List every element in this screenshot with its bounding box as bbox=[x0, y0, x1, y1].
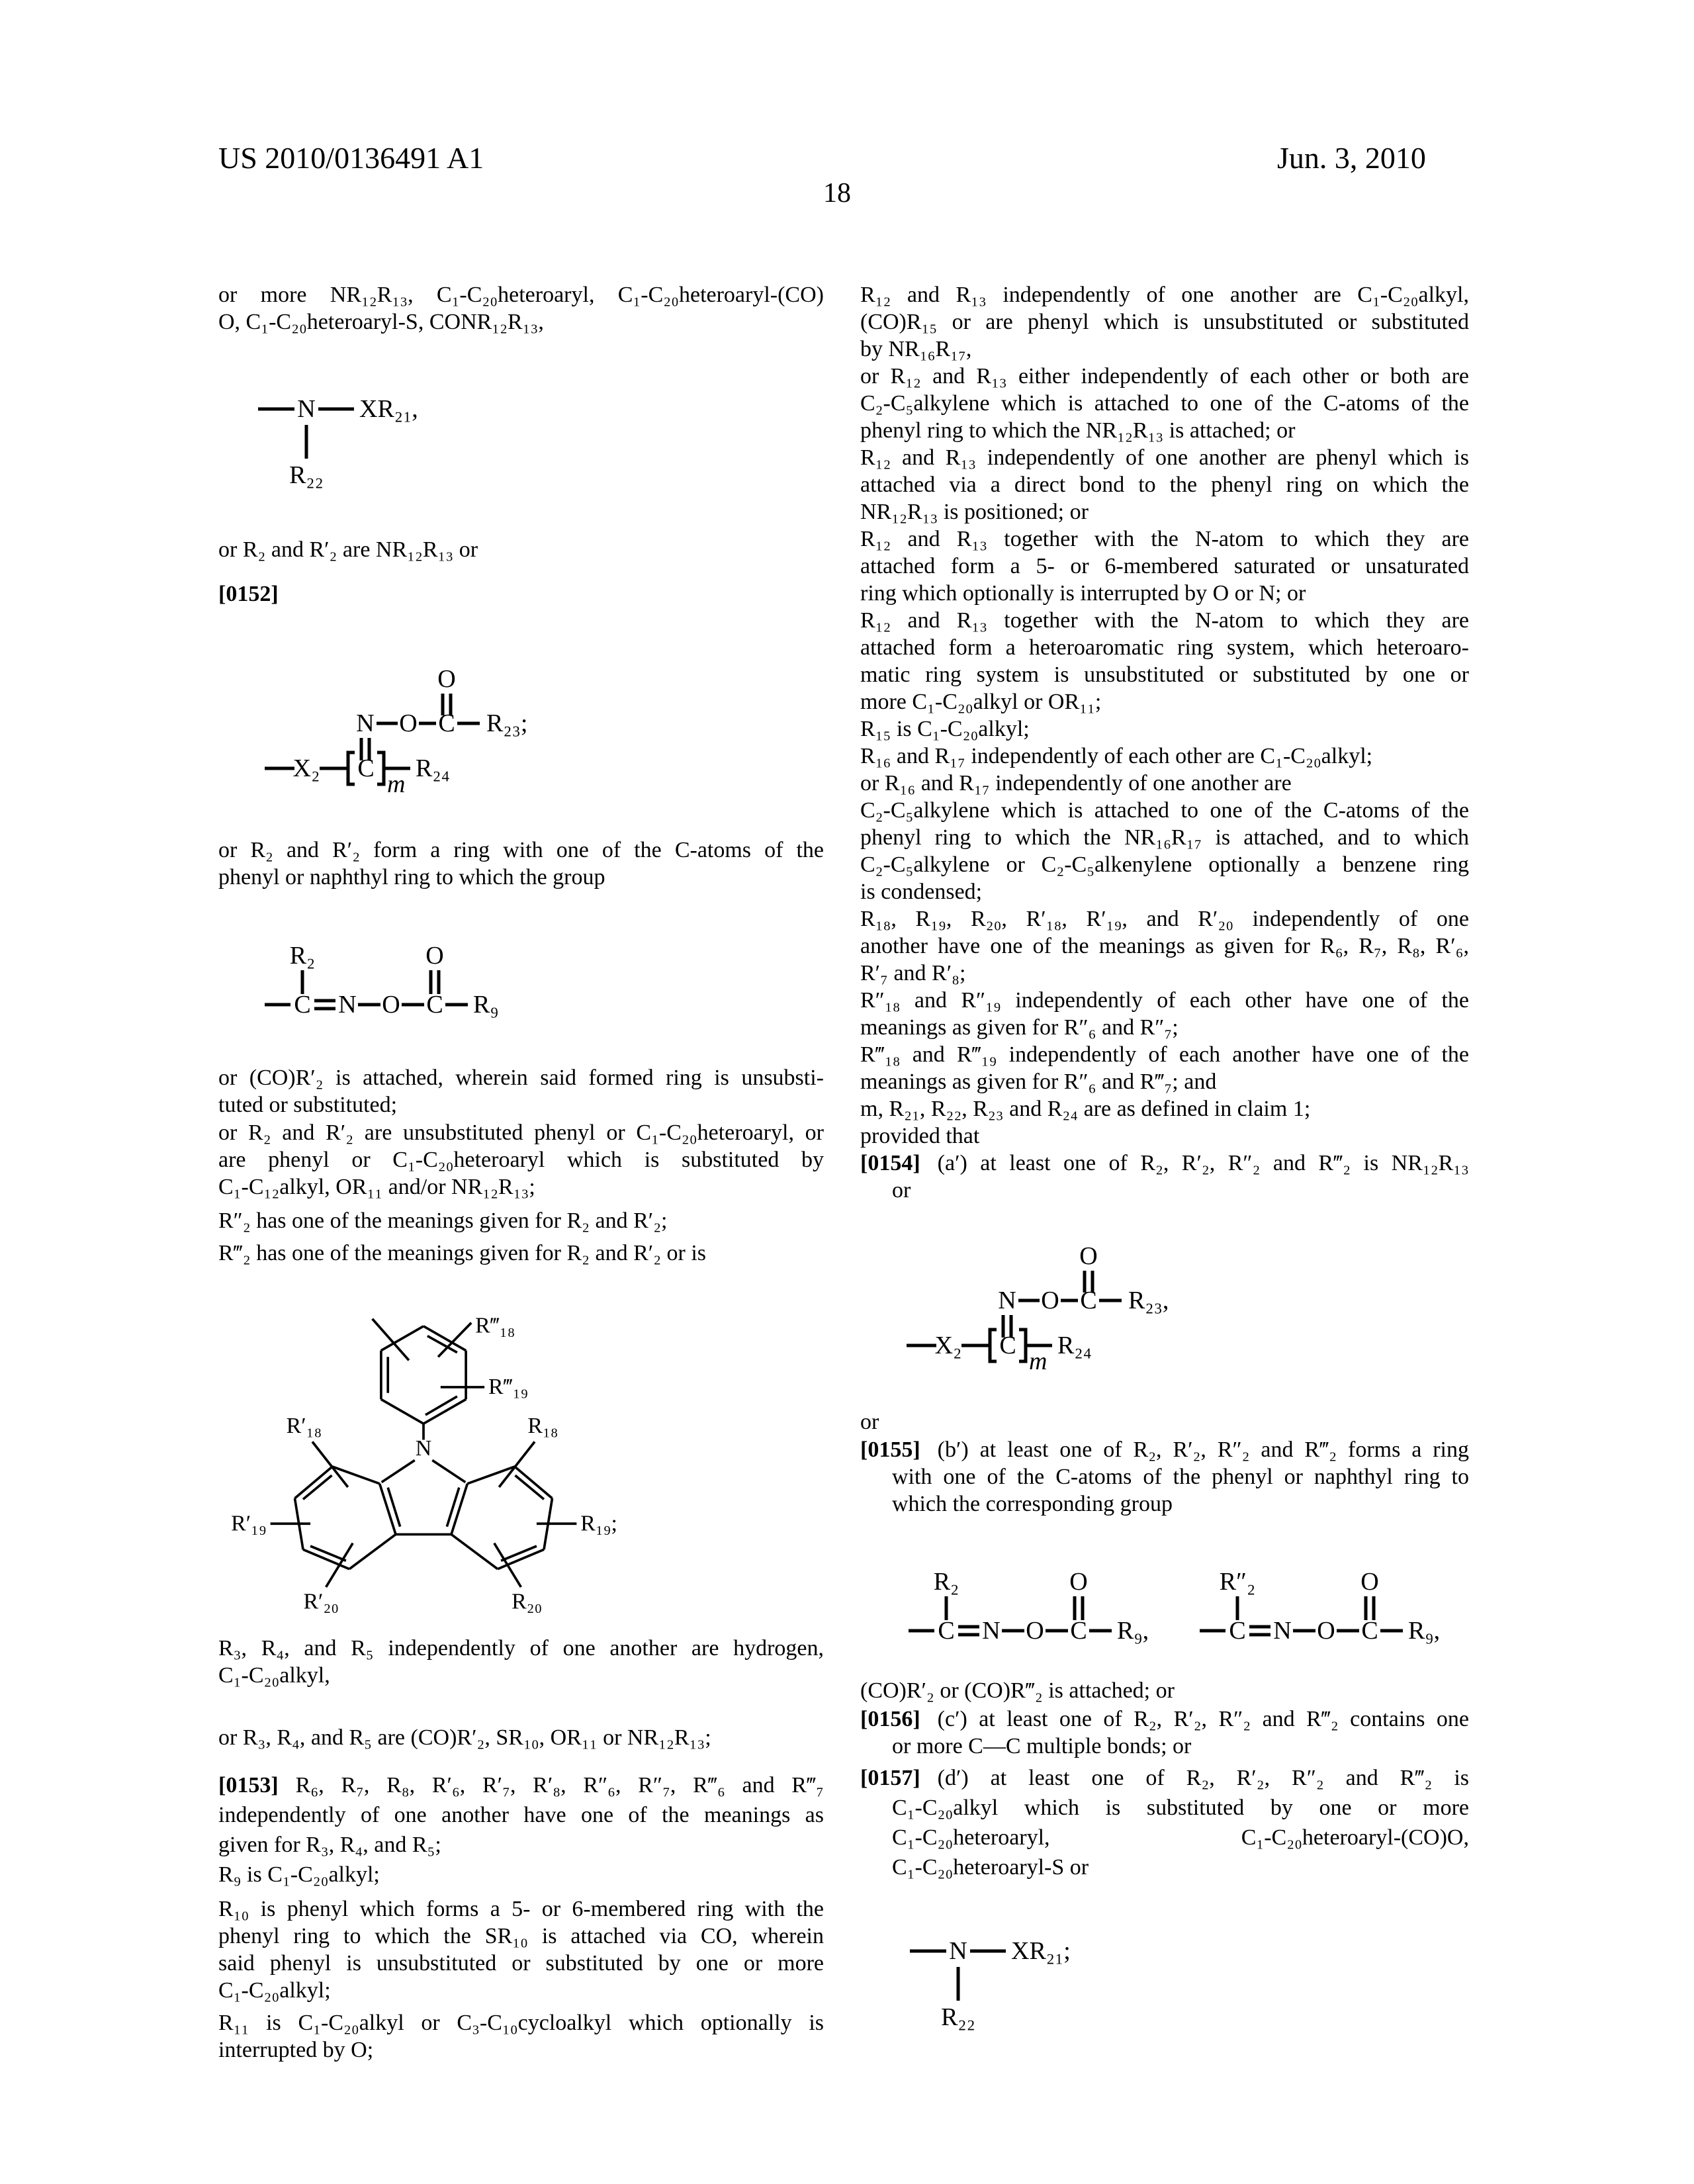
substituent-label: R′₁₈ bbox=[286, 1414, 322, 1439]
paragraph-number: [0156] bbox=[860, 1707, 920, 1731]
text-segment: R₆, R₇, R₈, R′₆, R′₇, R′₈, R″₆, R″₇, R‴₆ and R‴₇ bbox=[295, 1773, 824, 1797]
text-segment: NR₁₂R₁₃ is positioned; or bbox=[860, 500, 1089, 524]
text-segment: C₂-C₅alkylene which is attached to one of the C-atoms of the bbox=[860, 798, 1469, 823]
text-line bbox=[860, 987, 1469, 1014]
text-line bbox=[860, 743, 1469, 770]
text-line bbox=[860, 1793, 1469, 1823]
text-segment: O, C₁-C₂₀heteroaryl-S, CONR₁₂R₁₃, bbox=[218, 310, 544, 334]
text-line bbox=[218, 1977, 824, 2004]
atom-label: O bbox=[437, 665, 456, 693]
substituent-label: R‴₁₉ bbox=[488, 1375, 529, 1400]
text-segment: (CO)R₁₅ or are phenyl which is unsubstituted or substituted bbox=[860, 310, 1469, 334]
text-segment: m, R₂₁, R₂₂, R₂₃ and R₂₄ are as defined in claim 1; bbox=[860, 1097, 1311, 1121]
substituent-label: R‴₁₈ bbox=[475, 1313, 515, 1338]
paragraph bbox=[218, 536, 824, 563]
text-line bbox=[860, 580, 1469, 607]
text-line bbox=[218, 1923, 824, 1950]
paragraph-tag bbox=[218, 580, 824, 608]
text-line bbox=[218, 2009, 824, 2036]
text-line bbox=[860, 1463, 1469, 1490]
text-line bbox=[860, 1068, 1469, 1095]
text-line bbox=[218, 1770, 824, 1800]
text-segment: are phenyl or C₁-C₂₀heteroaryl which is substituted by bbox=[218, 1148, 824, 1172]
text-line bbox=[860, 1408, 1469, 1435]
text-segment: or R₂ and R′₂ are unsubstituted phenyl or C₁-C₂₀heteroaryl, or bbox=[218, 1120, 824, 1145]
text-line bbox=[860, 878, 1469, 905]
text-line bbox=[860, 471, 1469, 498]
chemical-structure-acyl-oxime-right-1 bbox=[905, 1565, 1190, 1680]
text-line bbox=[860, 1852, 1469, 1882]
text-line bbox=[860, 1490, 1469, 1518]
text-line bbox=[218, 1950, 824, 1977]
atom-label: O bbox=[1069, 1568, 1088, 1596]
atom-label: O bbox=[382, 991, 400, 1019]
text-line bbox=[218, 281, 824, 308]
text-segment: which the corresponding group bbox=[892, 1492, 1173, 1516]
paragraph bbox=[860, 1436, 1469, 1518]
atom-label: N bbox=[297, 395, 316, 423]
atom-label: O bbox=[1026, 1617, 1044, 1645]
header-date: Jun. 3, 2010 bbox=[1277, 141, 1426, 175]
text-line bbox=[860, 1733, 1469, 1760]
text-segment: R₁₂ and R₁₃ together with the N-atom to which they are bbox=[860, 608, 1469, 633]
text-segment: (CO)R′₂ or (CO)R‴₂ is attached; or bbox=[860, 1678, 1175, 1703]
text-segment: (c′) at least one of R₂, R′₂, R″₂ and R‴₂ contains one bbox=[937, 1707, 1469, 1731]
atom-label: O bbox=[1360, 1568, 1379, 1596]
paragraph bbox=[860, 1706, 1469, 1760]
text-line bbox=[860, 1706, 1469, 1733]
text-line bbox=[218, 1207, 824, 1234]
paragraph bbox=[218, 1861, 824, 1888]
atom-label: R₉, bbox=[1408, 1617, 1441, 1645]
atom-label: R₂₃, bbox=[1128, 1287, 1169, 1314]
paragraph-number: [0154] bbox=[860, 1151, 920, 1175]
text-segment: or R₁₂ and R₁₃ either independently of each other or both are bbox=[860, 364, 1469, 388]
substituent-label: R₁₈ bbox=[527, 1414, 558, 1439]
text-line bbox=[860, 363, 1469, 390]
paragraph bbox=[218, 1724, 824, 1751]
text-line bbox=[860, 824, 1469, 851]
atom-label: XR₂₁, bbox=[359, 395, 418, 423]
text-line bbox=[218, 1119, 824, 1146]
text-line bbox=[218, 1800, 824, 1830]
paragraph-number: [0153] bbox=[218, 1773, 279, 1797]
substituent-label: R′₂₀ bbox=[303, 1589, 339, 1614]
text-segment: R₃, R₄, and R₅ independently of one another are hydrogen, bbox=[218, 1636, 824, 1661]
text-line bbox=[218, 1091, 824, 1118]
paragraph bbox=[860, 1408, 1469, 1435]
text-line bbox=[860, 1041, 1469, 1068]
text-segment: C₁-C₂₀heteroaryl, bbox=[892, 1825, 1050, 1850]
atom-label: R″₂ bbox=[1219, 1568, 1256, 1596]
text-line bbox=[860, 390, 1469, 417]
text-segment: C₁-C₂₀alkyl which is substituted by one or more bbox=[892, 1796, 1469, 1820]
text-segment: R₁₅ is C₁-C₂₀alkyl; bbox=[860, 717, 1030, 741]
text-segment: phenyl ring to which the SR₁₀ is attached via CO, wherein bbox=[218, 1924, 824, 1948]
paragraph bbox=[218, 1635, 824, 1689]
text-line bbox=[860, 1677, 1469, 1704]
text-line bbox=[218, 837, 824, 864]
text-segment: meanings as given for R″₆ and R″₇; bbox=[860, 1015, 1179, 1040]
atom-label: O bbox=[1317, 1617, 1335, 1645]
text-segment: R₁₂ and R₁₃ independently of one another are C₁-C₂₀alkyl, bbox=[860, 283, 1469, 307]
text-line bbox=[218, 1861, 824, 1888]
text-line bbox=[218, 1662, 824, 1689]
atom-label: C bbox=[426, 991, 443, 1019]
text-segment: or R₂ and R′₂ form a ring with one of the C-atoms of the bbox=[218, 838, 824, 862]
text-line bbox=[218, 536, 824, 563]
atom-label: XR₂₁; bbox=[1011, 1937, 1071, 1965]
text-segment: R₁₀ is phenyl which forms a 5- or 6-membered ring with the bbox=[218, 1897, 824, 1921]
atom-label: N bbox=[356, 709, 375, 737]
text-line bbox=[218, 864, 824, 891]
chemical-structure-carbazole bbox=[231, 1313, 617, 1621]
text-segment: or bbox=[892, 1178, 911, 1203]
atom-label: R₂₂ bbox=[289, 461, 324, 489]
paragraph-number: [0157] bbox=[860, 1766, 920, 1790]
atom-label: C bbox=[438, 709, 455, 737]
substituent-label: R′₁₉ bbox=[231, 1511, 267, 1536]
text-segment: phenyl ring to which the NR₁₆R₁₇ is attached, and to which bbox=[860, 825, 1469, 850]
text-segment: or (CO)R′₂ is attached, wherein said formed ring is unsubsti- bbox=[218, 1066, 824, 1090]
paragraph bbox=[218, 1207, 824, 1234]
atom-label: O bbox=[1079, 1242, 1098, 1270]
text-line bbox=[860, 661, 1469, 688]
text-segment: attached form a 5- or 6-membered saturated or unsaturated bbox=[860, 554, 1469, 578]
text-line bbox=[860, 851, 1469, 878]
paragraph bbox=[218, 1119, 824, 1201]
text-line bbox=[860, 1177, 1469, 1204]
text-line bbox=[860, 770, 1469, 797]
paragraph bbox=[218, 1895, 824, 2004]
text-line bbox=[860, 960, 1469, 987]
atom-label: N bbox=[949, 1937, 967, 1965]
text-line bbox=[860, 525, 1469, 553]
paragraph bbox=[218, 1770, 824, 1860]
atom-label: N bbox=[1273, 1617, 1292, 1645]
paragraph bbox=[860, 1763, 1469, 1882]
text-line bbox=[860, 1823, 1469, 1852]
text-segment: or more C—C multiple bonds; or bbox=[892, 1734, 1192, 1758]
text-line bbox=[860, 308, 1469, 336]
text-line bbox=[860, 1095, 1469, 1122]
text-line bbox=[218, 1830, 824, 1860]
text-line bbox=[860, 688, 1469, 715]
text-segment: C₂-C₅alkylene or C₂-C₅alkenylene optionally a benzene ring bbox=[860, 852, 1469, 877]
chemical-structure-amine-right bbox=[907, 1929, 1125, 2035]
atom-label: R₂₃; bbox=[486, 709, 528, 737]
text-segment: R″₂ has one of the meanings given for R₂ and R′₂; bbox=[218, 1208, 668, 1233]
text-segment: (b′) at least one of R₂, R′₂, R″₂ and R‴₂ forms a ring bbox=[937, 1437, 1469, 1462]
text-segment: by NR₁₆R₁₇, bbox=[860, 337, 972, 361]
text-line bbox=[860, 1763, 1469, 1793]
text-segment: R₁₆ and R₁₇ independently of each other are C₁-C₂₀alkyl; bbox=[860, 744, 1373, 768]
paragraph bbox=[218, 1064, 824, 1118]
atom-label: X₂ bbox=[934, 1332, 962, 1359]
text-segment: phenyl or naphthyl ring to which the group bbox=[218, 865, 605, 889]
text-line bbox=[860, 933, 1469, 960]
subscript-m: m bbox=[1029, 1347, 1048, 1375]
text-segment: (a′) at least one of R₂, R′₂, R″₂ and R‴₂ is NR₁₂R₁₃ bbox=[937, 1151, 1469, 1175]
text-segment: given for R₃, R₄, and R₅; bbox=[218, 1833, 441, 1857]
text-segment: is condensed; bbox=[860, 880, 983, 904]
text-segment: R′₇ and R′₈; bbox=[860, 961, 966, 985]
text-line bbox=[218, 1724, 824, 1751]
atom-label: N bbox=[982, 1617, 1001, 1645]
paragraph bbox=[218, 837, 824, 891]
text-line bbox=[860, 444, 1469, 471]
page-number: 18 bbox=[823, 178, 851, 208]
chemical-structure-amine-left bbox=[255, 387, 473, 493]
paragraph bbox=[218, 2009, 824, 2064]
text-line bbox=[218, 1635, 824, 1662]
atom-label: C bbox=[294, 991, 311, 1019]
text-segment: (d′) at least one of R₂, R′₂, R″₂ and R‴₂ is bbox=[937, 1766, 1469, 1790]
text-segment: interrupted by O; bbox=[218, 2038, 374, 2062]
chemical-structure-oxime-ester-left bbox=[261, 657, 579, 796]
atom-label: O bbox=[399, 709, 418, 737]
text-line bbox=[860, 607, 1469, 634]
text-segment: ring which optionally is interrupted by O or N; or bbox=[860, 581, 1306, 606]
text-segment: meanings as given for R″₆ and R‴₇; and bbox=[860, 1069, 1217, 1094]
atom-label: R₉, bbox=[1117, 1617, 1149, 1645]
text-segment: R‴₁₈ and R‴₁₉ independently of each another have one of the bbox=[860, 1042, 1469, 1067]
text-line bbox=[860, 1436, 1469, 1463]
text-segment: or R₂ and R′₂ are NR₁₂R₁₃ or bbox=[218, 537, 478, 562]
patent-number: US 2010/0136491 A1 bbox=[218, 141, 484, 175]
atom-label: C bbox=[1070, 1617, 1087, 1645]
text-segment: or bbox=[860, 1410, 879, 1434]
text-segment: R″₁₈ and R″₁₉ independently of each other have one of the bbox=[860, 988, 1469, 1013]
text-segment: R₁₈, R₁₉, R₂₀, R′₁₈, R′₁₉, and R′₂₀ independently of one bbox=[860, 907, 1469, 931]
text-line bbox=[860, 1014, 1469, 1041]
text-segment: tuted or substituted; bbox=[218, 1093, 398, 1117]
atom-label: C bbox=[999, 1332, 1016, 1359]
atom-label: O bbox=[1041, 1287, 1059, 1314]
atom-label: R₉ bbox=[473, 991, 499, 1019]
text-line bbox=[860, 553, 1469, 580]
text-segment: provided that bbox=[860, 1124, 980, 1148]
text-segment: C₁-C₁₂alkyl, OR₁₁ and/or NR₁₂R₁₃; bbox=[218, 1175, 535, 1199]
text-line bbox=[860, 498, 1469, 525]
text-segment: C₁-C₂₀alkyl, bbox=[218, 1663, 330, 1688]
text-segment: R₁₁ is C₁-C₂₀alkyl or C₃-C₁₀cycloalkyl which optionally is bbox=[218, 2011, 824, 2035]
text-line bbox=[218, 1173, 824, 1201]
text-segment: phenyl ring to which the NR₁₂R₁₃ is attached; or bbox=[860, 418, 1296, 443]
text-segment: attached via a direct bond to the phenyl ring on which the bbox=[860, 473, 1469, 497]
text-line bbox=[218, 1146, 824, 1173]
chemical-structure-acyl-oxime-right-2 bbox=[1196, 1565, 1481, 1680]
paragraph bbox=[860, 1677, 1469, 1704]
paragraph bbox=[218, 281, 824, 336]
text-segment: R₁₂ and R₁₃ independently of one another are phenyl which is bbox=[860, 445, 1469, 470]
text-line bbox=[860, 715, 1469, 743]
atom-label: C bbox=[1080, 1287, 1097, 1314]
text-line bbox=[218, 1895, 824, 1923]
atom-label: N bbox=[338, 991, 357, 1019]
text-segment: R‴₂ has one of the meanings given for R₂ and R′₂ or is bbox=[218, 1241, 707, 1265]
text-segment: C₁-C₂₀heteroaryl-S or bbox=[892, 1855, 1089, 1880]
atom-label: C bbox=[357, 754, 375, 782]
text-segment: or R₁₆ and R₁₇ independently of one another are bbox=[860, 771, 1292, 796]
chemical-structure-acyl-oxime-left bbox=[261, 938, 546, 1054]
atom-label: N bbox=[415, 1436, 432, 1461]
text-segment: C₂-C₅alkylene which is attached to one of the C-atoms of the bbox=[860, 391, 1469, 416]
text-segment: C₁-C₂₀alkyl; bbox=[218, 1978, 331, 2003]
text-segment: attached form a heteroaromatic ring system, which heteroaro- bbox=[860, 635, 1469, 660]
text-segment: R₁₂ and R₁₃ together with the N-atom to which they are bbox=[860, 527, 1469, 551]
text-segment: with one of the C-atoms of the phenyl or naphthyl ring to bbox=[892, 1465, 1469, 1489]
text-segment: or more NR₁₂R₁₃, C₁-C₂₀heteroaryl, C₁-C₂₀heteroaryl-(CO) bbox=[218, 283, 824, 307]
text-segment: independently of one another have one of the meanings as bbox=[218, 1803, 824, 1827]
text-line bbox=[218, 1064, 824, 1091]
substituent-label: R₁₉; bbox=[580, 1511, 617, 1536]
paragraph-number: [0152] bbox=[218, 582, 279, 606]
text-line bbox=[218, 1240, 824, 1267]
text-segment: matic ring system is unsubstituted or substituted by one or bbox=[860, 662, 1469, 687]
text-line bbox=[860, 1150, 1469, 1177]
text-line bbox=[860, 336, 1469, 363]
paragraph bbox=[860, 281, 1469, 1204]
text-segment: C₁-C₂₀heteroaryl-(CO)O, bbox=[1241, 1825, 1469, 1850]
text-line bbox=[218, 308, 824, 336]
text-line bbox=[860, 1122, 1469, 1150]
atom-label: R₂₄ bbox=[1057, 1332, 1092, 1359]
atom-label: N bbox=[998, 1287, 1016, 1314]
atom-label: R₂ bbox=[933, 1568, 959, 1596]
atom-label: C bbox=[1229, 1617, 1246, 1645]
text-line bbox=[218, 580, 824, 608]
atom-label: R₂₄ bbox=[416, 754, 450, 782]
text-line bbox=[860, 634, 1469, 661]
atom-label: R₂₂ bbox=[941, 2003, 975, 2031]
text-segment: said phenyl is unsubstituted or substituted by one or more bbox=[218, 1951, 824, 1976]
chemical-structure-oxime-ester-right bbox=[903, 1234, 1221, 1373]
text-line bbox=[860, 905, 1469, 933]
text-segment: more C₁-C₂₀alkyl or OR₁₁; bbox=[860, 690, 1102, 714]
text-line bbox=[860, 797, 1469, 824]
atom-label: C bbox=[1361, 1617, 1378, 1645]
paragraph bbox=[218, 1240, 824, 1267]
text-line bbox=[218, 2036, 824, 2064]
text-line bbox=[860, 417, 1469, 444]
text-segment: R₉ is C₁-C₂₀alkyl; bbox=[218, 1862, 380, 1887]
atom-label: C bbox=[938, 1617, 955, 1645]
atom-label: X₂ bbox=[292, 754, 320, 782]
paragraph-number: [0155] bbox=[860, 1437, 920, 1462]
substituent-label: R₂₀ bbox=[512, 1589, 543, 1614]
subscript-m: m bbox=[387, 770, 406, 798]
text-line bbox=[860, 281, 1469, 308]
text-segment: another have one of the meanings as given for R₆, R₇, R₈, R′₆, bbox=[860, 934, 1469, 958]
atom-label: R₂ bbox=[289, 942, 316, 970]
atom-label: O bbox=[425, 942, 444, 970]
text-segment: or R₃, R₄, and R₅ are (CO)R′₂, SR₁₀, OR₁₁ or NR₁₂R₁₃; bbox=[218, 1725, 711, 1750]
